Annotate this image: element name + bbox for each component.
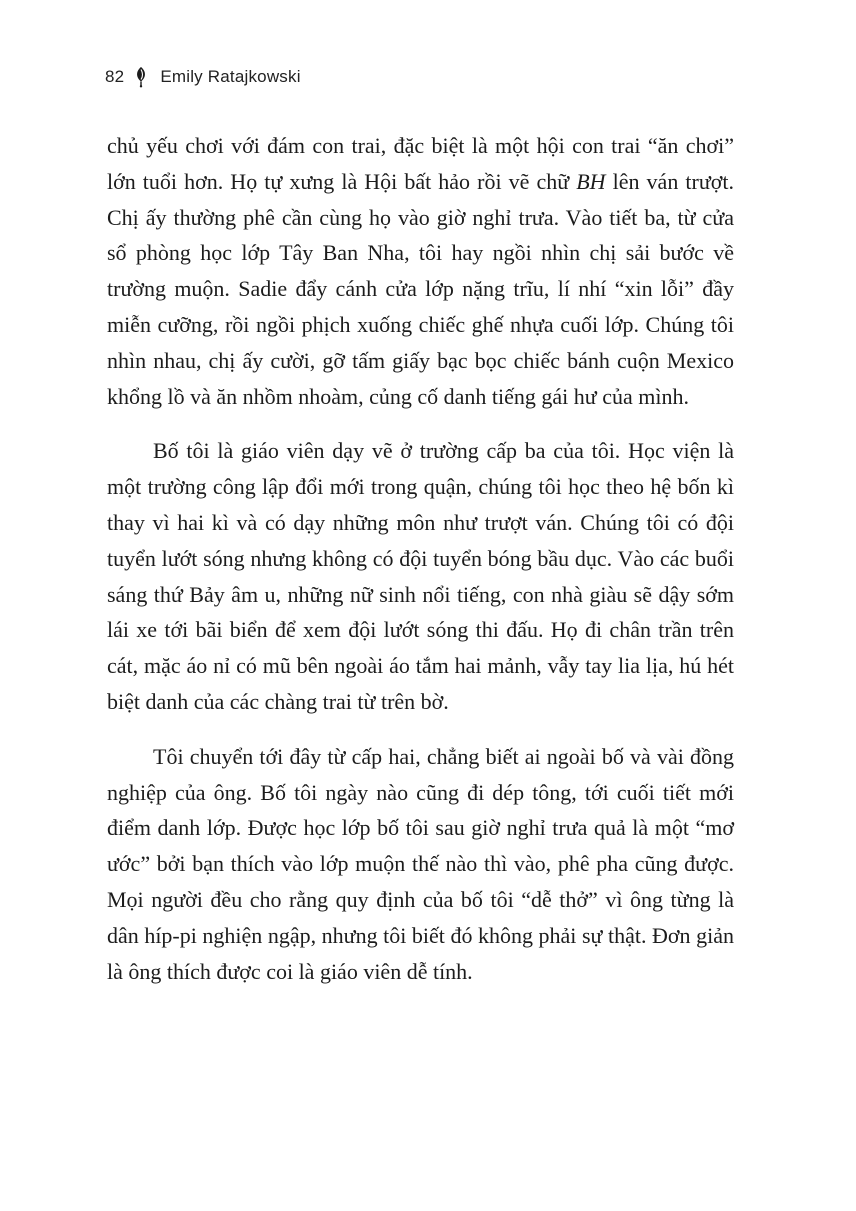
paragraph-text: chủ yếu chơi với đám con trai, đặc biệt là một hội con trai “ăn chơi” lớn tuổi hơn. Họ tự xưng là Hội bất hảo rồi vẽ chữ bbox=[107, 133, 734, 194]
paragraph-text: lên ván trượt. Chị ấy thường phê cần cùng họ vào giờ nghỉ trưa. Vào tiết ba, từ cửa sổ phòng học lớp Tây Ban Nha, tôi hay ngồi nhìn chị sải bước về trường muộn. Sadie đẩy cánh cửa lớp nặng trĩu, lí nhí “xin lỗi” đầy miễn cưỡng, rồi ngồi phịch xuống chiếc ghế nhựa cuối lớp. Chúng tôi nhìn nhau, chị ấy cười, gỡ tấm giấy bạc bọc chiếc bánh cuộn Mexico khổng lồ và ăn nhồm nhoàm, củng cố danh tiếng gái hư của mình. bbox=[107, 168, 734, 409]
paragraph: Bố tôi là giáo viên dạy vẽ ở trường cấp ba của tôi. Học viện là một trường công lập đổi mới trong quận, chúng tôi học theo hệ bốn kì thay vì hai kì và có dạy những môn như trượt ván. Chúng tôi có đội tuyển lướt sóng nhưng không có đội tuyển bóng bầu dục. Vào các buổi sáng thứ Bảy âm u, những nữ sinh nổi tiếng, con nhà giàu sẽ dậy sớm lái xe tới bãi biển để xem đội lướt sóng thi đấu. Họ đi chân trần trên cát, mặc áo nỉ có mũ bên ngoài áo tắm hai mảnh, vẫy tay lia lịa, hú hét biệt danh của các chàng trai từ trên bờ. bbox=[107, 438, 734, 714]
paragraph: Tôi chuyển tới đây từ cấp hai, chẳng biết ai ngoài bố và vài đồng nghiệp của ông. Bố tôi ngày nào cũng đi dép tông, tới cuối tiết mới điểm danh lớp. Được học lớp bố tôi sau giờ nghỉ trưa quả là một “mơ ước” bởi bạn thích vào lớp muộn thế nào thì vào, phê pha cũng được. Mọi người đều cho rằng quy định của bố tôi “dễ thở” vì ông từng là dân híp-pi nghiện ngập, nhưng tôi biết đó không phải sự thật. Đơn giản là ông thích được coi là giáo viên dễ tính. bbox=[107, 743, 734, 984]
running-header bbox=[105, 62, 301, 92]
page-number: 82 bbox=[105, 67, 125, 86]
italic-text: BH bbox=[576, 168, 606, 194]
body-text bbox=[107, 128, 734, 989]
leaf-ornament-icon bbox=[134, 66, 148, 88]
author-name: Emily Ratajkowski bbox=[160, 67, 301, 86]
paragraph-continued bbox=[107, 128, 734, 414]
